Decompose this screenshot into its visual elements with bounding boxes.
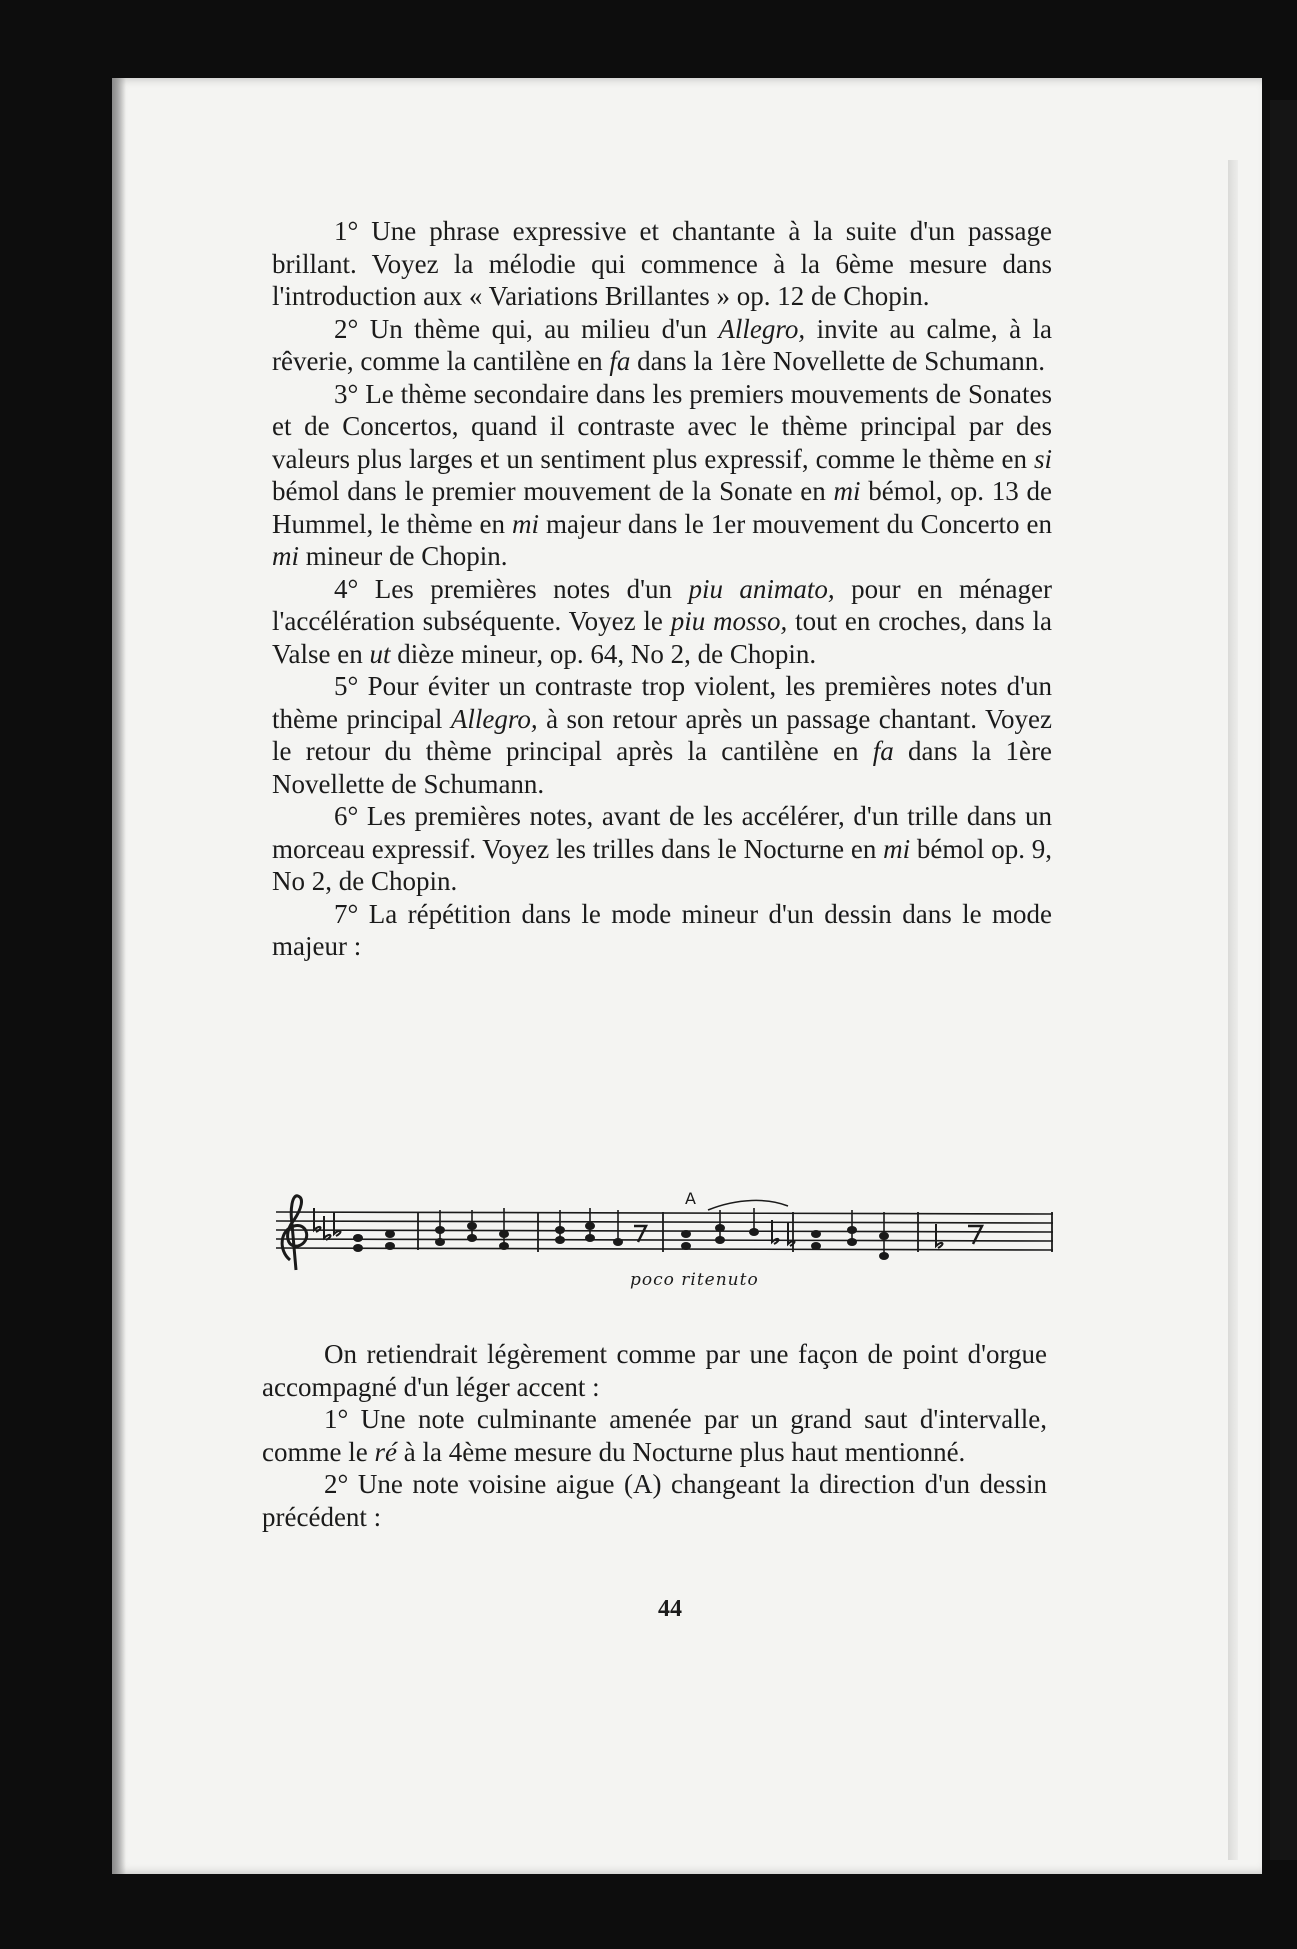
italic-text: ut bbox=[369, 638, 391, 669]
italic-text: ré bbox=[374, 1436, 397, 1467]
body-text-bottom bbox=[262, 1338, 1047, 1533]
text-segment: dans la 1ère Novellette de Schumann. bbox=[630, 346, 1045, 376]
text-segment: 1° Une phrase expressive et chantante à la suite d'un passage brillant. Voyez la mélodie qui commence à la 6ème mesure dans l'introduction aux « Variations Brillantes » op. 12 de Chopin. bbox=[272, 216, 1052, 311]
page-number: 44 bbox=[658, 1596, 682, 1622]
italic-text: fa bbox=[872, 736, 894, 766]
music-annotation: poco ritenuto bbox=[630, 1270, 759, 1290]
italic-text: piu animato, bbox=[688, 573, 835, 604]
text-segment: à la 4ème mesure du Nocturne plus haut mentionné. bbox=[396, 1436, 966, 1467]
text-segment: 4° Les premières notes d'un bbox=[334, 573, 689, 604]
text-segment: 6° Les premières notes, avant de les accélérer, d'un trille dans un morceau expressif. Voyez les trilles dans le Nocturne en bbox=[272, 801, 1052, 864]
paragraph-p9 bbox=[262, 1403, 1047, 1468]
paragraph-p1 bbox=[272, 215, 1052, 313]
italic-text: piu mosso, bbox=[670, 606, 788, 636]
text-segment: 2° Une note voisine aigue (A) changeant la direction d'un dessin précédent : bbox=[262, 1469, 1047, 1532]
text-segment: pour en ménager l'accélération subséquente. Voyez le bbox=[272, 573, 1052, 636]
italic-text: fa bbox=[609, 346, 631, 376]
text-segment: 3° Le thème secondaire dans les premiers mouvements de Sonates et de Concertos, quand il contraste avec le thème principal par des valeurs plus larges et un sentiment plus expressif, comme le thème en bbox=[272, 378, 1052, 474]
paragraph-p5 bbox=[272, 670, 1052, 800]
text-segment: On retiendrait légèrement comme par une façon de point d'orgue accompagné d'un léger accent : bbox=[262, 1339, 1047, 1402]
paragraph-p3 bbox=[272, 378, 1052, 573]
body-text-top bbox=[272, 215, 1052, 963]
text-segment: dans la 1ère Novellette de Schumann. bbox=[272, 736, 1053, 799]
paragraph-p4 bbox=[272, 573, 1052, 671]
text-segment: à son retour après un passage chantant. Voyez le retour du thème principal après la cantilène en bbox=[272, 703, 1052, 766]
text-segment: majeur dans le 1er mouvement du Concerto en bbox=[539, 508, 1052, 539]
paragraph-p10 bbox=[262, 1468, 1047, 1533]
text-segment: tout en croches, dans la Valse en bbox=[272, 606, 1053, 669]
page-gutter-shadow bbox=[112, 78, 126, 1874]
text-segment: 5° Pour éviter un contraste trop violent, les premières notes d'un thème principal bbox=[272, 671, 1052, 734]
paragraph-p2 bbox=[272, 313, 1052, 378]
music-mark-label: A bbox=[685, 1190, 696, 1208]
text-segment: 7° La répétition dans le mode mineur d'un dessin dans le mode majeur : bbox=[272, 898, 1052, 961]
text-segment: bémol, op. 13 de Hummel, le thème en bbox=[272, 476, 1052, 539]
italic-text: mi bbox=[512, 508, 539, 539]
text-segment: dièze mineur, op. 64, No 2, de Chopin. bbox=[390, 638, 817, 669]
text-segment: invite au calme, à la rêverie, comme la cantilène en bbox=[272, 313, 1052, 376]
paragraph-p8 bbox=[262, 1338, 1047, 1403]
text-segment: mineur de Chopin. bbox=[299, 541, 508, 571]
text-segment: bémol op. 9, No 2, de Chopin. bbox=[272, 833, 1052, 896]
italic-text: mi bbox=[833, 476, 861, 506]
italic-text: Allegro, bbox=[450, 703, 538, 734]
text-segment: 2° Un thème qui, au milieu d'un bbox=[334, 313, 719, 344]
facing-page-edge bbox=[1270, 100, 1297, 1860]
paragraph-p7 bbox=[272, 898, 1052, 963]
text-segment: 1° Une note culminante amenée par un grand saut d'intervalle, comme le bbox=[262, 1404, 1047, 1467]
italic-text: Allegro, bbox=[718, 313, 806, 344]
italic-text: si bbox=[1033, 443, 1052, 474]
italic-text: mi bbox=[272, 541, 299, 571]
italic-text: mi bbox=[883, 833, 911, 864]
text-segment: bémol dans le premier mouvement de la Sonate en bbox=[272, 476, 834, 506]
paragraph-p6 bbox=[272, 800, 1052, 898]
page-edge bbox=[1228, 160, 1238, 1860]
